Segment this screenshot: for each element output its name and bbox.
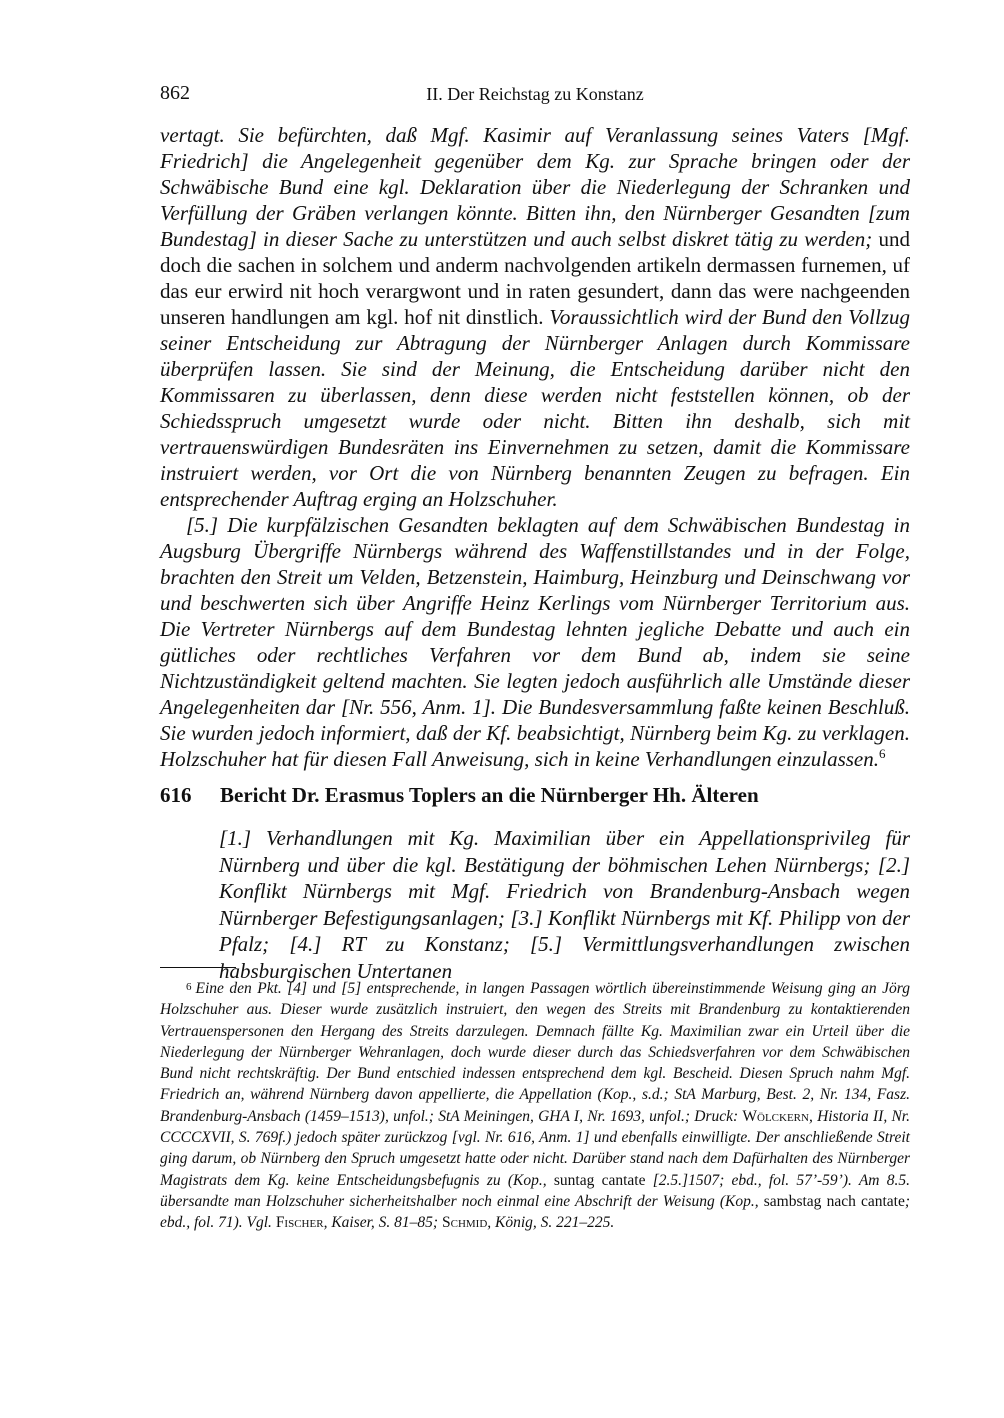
- page-number: 862: [160, 82, 190, 104]
- quoted-source-text: und doch die sachen in solchem und anderm nachvolgenden artikeln dermassen furnemen, uf das eur erwird nit hoch verargwont und in raten gesundert, dann das were nachgeenden unseren handlungen am kgl. hof nit dinstlich.: [160, 227, 911, 329]
- footnote-text: ; ebd., fol. 71). Vgl.: [160, 1192, 911, 1232]
- footnote-reference[interactable]: 6: [878, 746, 886, 761]
- regest-text: Voraussichtlich wird der Bund den Vollzug seiner Entscheidung zur Abtragung der Nürnberger Anlagen durch Kommissare überprüfen lassen. Sie sind der Meinung, die Entscheidung darüber nicht den Kommissaren zu überlassen, denn diese werden nicht feststellen können, ob der Schiedsspruch umgesetzt wurde oder nicht. Bitten ihn deshalb, sich mit vertrauenswürdigen Bundesräten ins Einvernehmen zu setzen, damit die Kommissare instruiert werden, vor Ort die von Nürnberg benannten Zeugen zu befragen. Ein entsprechender Auftrag erging an Holzschuher.: [160, 305, 910, 511]
- document-heading: [160, 783, 910, 808]
- footnote-text: Eine den Pkt. [4] und [5] entsprechende, in langen Passagen wörtlich übereinstimmende Weisung ging an Jörg Holzschuher aus. Dieser wurde zusätzlich instruiert, den wegen des Streits mit Brandenburg zu kontaktierenden Vertrauenspersonen den Hergang des Streits darzulegen. Demnach fällte Kg. Maximilian zwar ein Urteil über die Niederlegung der Nürnberger Wehranlagen, doch wurde dieser durch das Schiedsverfahren vor dem Schwäbischen Bund nicht rechtskräftig. Der Bund entschied indessen entsprechend dem kgl. Bescheid. Diesen Spruch nahm Mgf. Friedrich an, während Nürnberg davon appellierte, die Appellation (Kop., s.d.; StA Marburg, Best. 2, Nr. 134, Fasz. Brandenburg-Ansbach (1459–1513), unfol.; StA Meiningen, GHA I, Nr. 1693, unfol.; Druck:: [160, 980, 910, 1125]
- footnote-text: [2.5.]1507; ebd., fol. 57’-59’). Am 8.5. übersandte man Holzschuher sicherheitshalber noch einmal eine Abschrift der Weisung (Kop.,: [160, 1171, 911, 1210]
- document-regest: [1.] Verhandlungen mit Kg. Maximilian über ein Appellationsprivileg für Nürnberg und über die kgl. Bestätigung der böhmischen Lehen Nürnbergs; [2.] Konflikt Nürnbergs mit Mgf. Friedrich von Brandenburg-Ansbach wegen Nürnberger Befestigungsanlagen; [3.] Konflikt Nürnbergs mit Kf. Philipp von der Pfalz; [4.] RT zu Konstanz; [5.] Vermittlungsverhandlungen zwischen habsburgischen Untertanen: [219, 826, 910, 983]
- document-number: 616: [160, 783, 192, 807]
- footnote-marker: 6: [186, 981, 192, 993]
- author-name: Fischer: [275, 1214, 324, 1232]
- paragraph-point-5: [160, 512, 910, 772]
- footnote-text: , Kaiser, S. 81–85;: [323, 1214, 442, 1232]
- regest-text: [5.] Die kurpfälzischen Gesandten beklagten auf dem Schwäbischen Bundestag in Augsburg Übergriffe Nürnbergs während des Waffenstillstandes und in der Folge, brachten den Streit um Velden, Betzenstein, Haimburg, Heinzburg und Deinschwang vor und beschwerten sich über Angriffe Heinz Kerlings vom Nürnberger Territorium aus. Die Vertreter Nürnbergs auf dem Bundestag lehnten jegliche Debatte und auch ein gütliches oder rechtliches Verfahren vor dem Bund ab, indem sie seine Nichtzuständigkeit geltend machten. Sie legten jedoch ausführlich alle Umstände dieser Angelegenheiten dar [Nr. 556, Anm. 1]. Die Bundesversammlung faßte keinen Beschluß. Sie wurden jedoch informiert, daß der Kf. beabsichtigt, Nürnberg beim Kg. zu verklagen. Holzschuher hat für diesen Fall Anweisung, sich in keine Verhandlungen einzulassen.: [160, 513, 910, 771]
- footnote-text: , König, S. 221–225.: [487, 1214, 615, 1232]
- author-name: Schmid: [441, 1214, 488, 1232]
- author-name: Wölckern: [742, 1107, 809, 1125]
- regest-text: vertagt. Sie befürchten, daß Mgf. Kasimir auf Veranlassung seines Vaters [Mgf. Friedrich] die Angelegenheit gegenüber dem Kg. zur Sprache bringen oder der Schwäbische Bund eine kgl. Deklaration über die Niederlegung der Schranken und Verfüllung der Gräben verlangen könnte. Bitten ihn, den Nürnberger Gesandten [zum Bundestag] in dieser Sache zu unterstützen und auch selbst diskret tätig zu werden;: [160, 123, 910, 251]
- footnote-text: , Historia II, Nr. CCCCXVII, S. 769f.) jedoch später zurückzog [vgl. Nr. 616, Anm. 1] und ebenfalls einwilligte. Der anschließende Streit ging darum, ob Nürnberg den Spruch umgesetzt hatte oder nicht. Darüber stand nach dem Dafürhalten des Nürnberger Magistrats dem Kg. keine Entscheidungsbefugnis zu (Kop.,: [160, 1107, 910, 1189]
- quoted-date: sambstag nach cantate: [763, 1192, 905, 1210]
- footnote-6: [160, 977, 910, 1234]
- document-title: Bericht Dr. Erasmus Toplers an die Nürnberger Hh. Älteren: [220, 783, 759, 807]
- paragraph-continuation: [160, 122, 910, 512]
- footnote-divider: [160, 967, 236, 968]
- page-header: [160, 82, 910, 110]
- main-text: [160, 122, 910, 772]
- running-title: II. Der Reichstag zu Konstanz: [426, 84, 644, 104]
- quoted-date: suntag cantate: [553, 1171, 646, 1189]
